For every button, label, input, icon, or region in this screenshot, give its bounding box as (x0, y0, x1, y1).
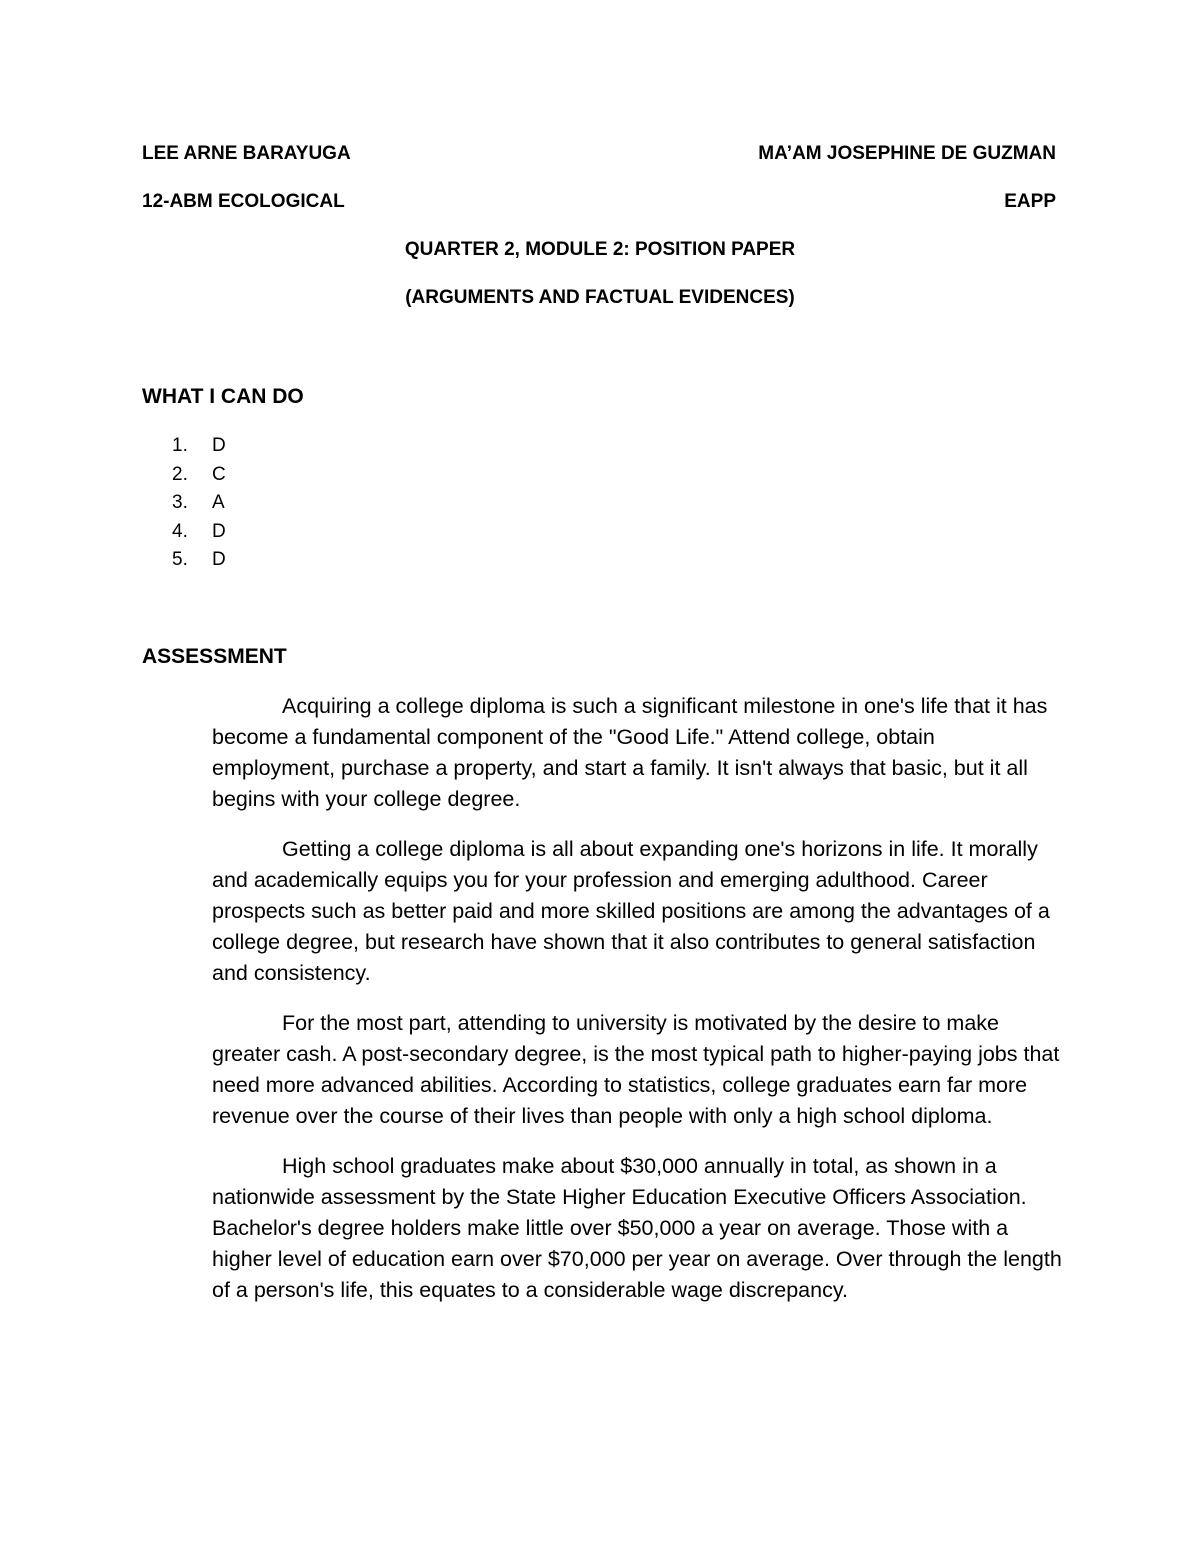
teacher-name: MA’AM JOSEPHINE DE GUZMAN (758, 143, 1056, 164)
essay-paragraph: Getting a college diploma is all about expanding one's horizons in life. It morally and academically equips you for your profession and emerging adulthood. Career prospects such as better paid and more skilled positions are among the advantages of a college degree, but research have shown that it also contributes to general satisfaction and consistency. (212, 837, 1050, 985)
answer-letter: D (212, 549, 226, 570)
answer-letter: D (212, 520, 226, 542)
document-subtitle: (ARGUMENTS AND FACTUAL EVIDENCES) (405, 287, 795, 308)
answer-number: 1. (172, 435, 188, 456)
answer-item (172, 432, 226, 461)
answer-letter: A (212, 492, 225, 513)
answer-item (172, 489, 226, 518)
answer-number: 4. (172, 520, 188, 542)
answer-number: 2. (172, 463, 188, 485)
answer-number: 5. (172, 549, 188, 570)
answer-letter: D (212, 435, 226, 456)
what-i-can-do-heading: WHAT I CAN DO (142, 385, 304, 408)
answer-letter: C (212, 463, 226, 485)
assessment-essay (212, 691, 1062, 1325)
answer-item (172, 518, 226, 547)
essay-paragraph: Acquiring a college diploma is such a significant milestone in one's life that it has become a fundamental component of the "Good Life." Attend college, obtain employment, purchase a property, and start a family. It isn't always that basic, but it all begins with your college degree. (212, 694, 1048, 811)
subject-name: EAPP (1004, 191, 1056, 212)
class-section: 12-ABM ECOLOGICAL (142, 191, 345, 212)
document-title: QUARTER 2, MODULE 2: POSITION PAPER (404, 239, 796, 260)
answer-number: 3. (172, 492, 188, 513)
essay-paragraph: For the most part, attending to university is motivated by the desire to make greater cash. A post-secondary degree, is the most typical path to higher-paying jobs that need more advanced abilities. According to statistics, college graduates earn far more revenue over the course of their lives than people with only a high school diploma. (212, 1011, 1060, 1128)
essay-paragraph: High school graduates make about $30,000 annually in total, as shown in a nationwide assessment by the State Higher Education Executive Officers Association. Bachelor's degree holders make little over $50,000 a year on average. Those with a higher level of education earn over $70,000 per year on average. Over through the length of a person's life, this equates to a considerable wage discrepancy. (212, 1154, 1062, 1302)
answer-item (172, 461, 226, 490)
header-row-names (142, 142, 1056, 166)
student-name: LEE ARNE BARAYUGA (142, 143, 351, 164)
assessment-heading: ASSESSMENT (142, 645, 287, 668)
answer-list (172, 432, 226, 575)
answer-item (172, 546, 226, 575)
header-row-class (142, 190, 1056, 214)
